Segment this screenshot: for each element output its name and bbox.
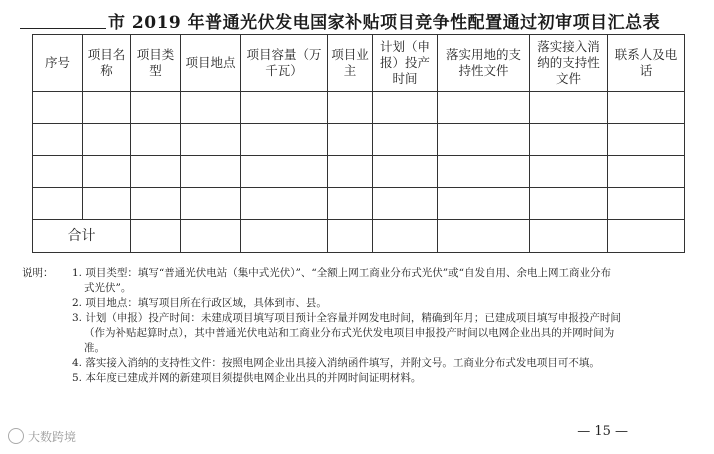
note-item-3-cont: （作为补贴起算时点），其中普通光伏电站和工商业分布式光伏发电项目申报投产时间以电网企业出具的并网时间为 — [84, 327, 615, 339]
table-cell — [241, 92, 328, 124]
header-cell-land-documents: 落实用地的支持性文件 — [438, 35, 530, 92]
table-cell — [241, 220, 328, 253]
table-cell — [373, 156, 438, 188]
header-cell-project-owner: 项目业主 — [328, 35, 373, 92]
total-row — [33, 220, 685, 253]
note-item-4: 4. 落实接入消纳的支持性文件：按照电网企业出具接入消纳函件填写，并附文号。工商业分布式发电项目可不填。 — [72, 357, 600, 369]
table-cell — [241, 156, 328, 188]
note-line — [22, 266, 702, 281]
table-row — [33, 156, 685, 188]
table-cell — [328, 156, 373, 188]
header-cell-contact: 联系人及电话 — [608, 35, 685, 92]
watermark — [8, 428, 76, 445]
notes-section — [22, 266, 702, 386]
summary-table — [32, 34, 685, 253]
table-cell — [181, 188, 241, 220]
table-cell — [608, 188, 685, 220]
table-cell — [438, 188, 530, 220]
document-title — [20, 8, 700, 33]
table-cell — [241, 188, 328, 220]
table-cell — [131, 188, 181, 220]
table-cell — [131, 92, 181, 124]
table-cell — [608, 156, 685, 188]
table-cell — [328, 220, 373, 253]
table-cell — [530, 124, 608, 156]
table-cell — [328, 92, 373, 124]
table-cell — [608, 124, 685, 156]
watermark-logo-icon — [8, 428, 24, 444]
table-cell — [131, 220, 181, 253]
table-cell — [131, 124, 181, 156]
table-cell — [181, 124, 241, 156]
table-cell — [131, 156, 181, 188]
header-cell-project-capacity: 项目容量（万千瓦） — [241, 35, 328, 92]
header-cell-serial: 序号 — [33, 35, 83, 92]
table-cell — [438, 124, 530, 156]
table-row — [33, 124, 685, 156]
header-cell-project-location: 项目地点 — [181, 35, 241, 92]
table-cell — [33, 188, 83, 220]
note-item-1-cont: 式光伏”。 — [84, 282, 132, 294]
header-row — [33, 35, 685, 92]
table-cell — [373, 124, 438, 156]
table-cell — [373, 188, 438, 220]
table-cell — [608, 220, 685, 253]
city-name-blank — [20, 12, 106, 29]
header-cell-commission-time: 计划（申报）投产时间 — [373, 35, 438, 92]
table-cell — [241, 124, 328, 156]
table-cell — [83, 188, 131, 220]
page-number: — 15 — — [577, 424, 628, 439]
table-cell — [530, 92, 608, 124]
table-cell — [530, 220, 608, 253]
table-cell — [530, 156, 608, 188]
table-cell — [438, 92, 530, 124]
table-cell — [438, 156, 530, 188]
table-cell — [83, 156, 131, 188]
table-cell — [181, 220, 241, 253]
table-cell — [83, 124, 131, 156]
header-cell-grid-documents: 落实接入消纳的支持性文件 — [530, 35, 608, 92]
total-label: 合计 — [33, 220, 131, 253]
note-item-5: 5. 本年度已建成并网的新建项目须提供电网企业出具的并网时间证明材料。 — [72, 372, 422, 384]
table-row — [33, 92, 685, 124]
table-cell — [438, 220, 530, 253]
table-cell — [373, 92, 438, 124]
table-cell — [530, 188, 608, 220]
note-item-3: 3. 计划（申报）投产时间：未建成项目填写项目预计全容量并网发电时间，精确到年月；已建成项目填写申报投产时间 — [72, 312, 621, 324]
note-item-3-cont: 准。 — [84, 342, 105, 354]
table-cell — [373, 220, 438, 253]
note-item-1: 1. 项目类型：填写“普通光伏电站（集中式光伏）”、“全额上网工商业分布式光伏”或“自发自用、余电上网工商业分布 — [72, 267, 611, 279]
table-cell — [328, 188, 373, 220]
table-cell — [328, 124, 373, 156]
title-text: 市 2019 年普通光伏发电国家补贴项目竞争性配置通过初审项目汇总表 — [108, 13, 661, 33]
table-cell — [181, 92, 241, 124]
table-cell — [33, 124, 83, 156]
table-cell — [33, 92, 83, 124]
table-cell — [181, 156, 241, 188]
table-row — [33, 188, 685, 220]
table-cell — [83, 92, 131, 124]
notes-lead: 说明： — [22, 267, 54, 279]
header-cell-project-name: 项目名称 — [83, 35, 131, 92]
table-cell — [33, 156, 83, 188]
watermark-text: 大数跨境 — [28, 430, 77, 444]
note-item-2: 2. 项目地点：填写项目所在行政区域，具体到市、县。 — [72, 297, 327, 309]
table-cell — [608, 92, 685, 124]
header-cell-project-type: 项目类型 — [131, 35, 181, 92]
